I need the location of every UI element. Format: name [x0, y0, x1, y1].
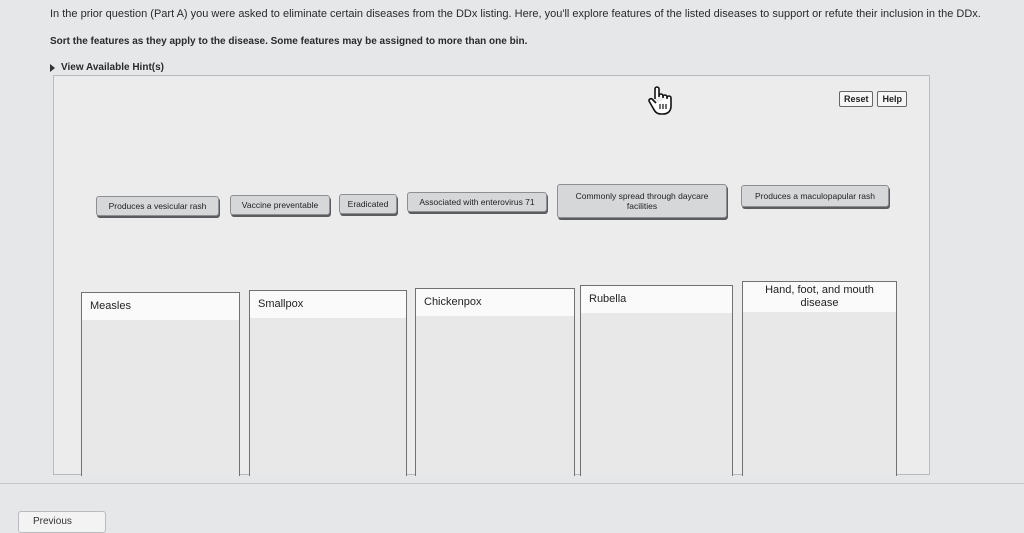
reset-button[interactable]: Reset [839, 91, 874, 107]
triangle-right-icon [50, 64, 55, 72]
bin-title: Hand, foot, and mouth disease [765, 283, 874, 309]
bin-smallpox[interactable] [249, 290, 407, 476]
sorting-panel [53, 75, 930, 475]
feature-chip-eradicated[interactable]: Eradicated [339, 194, 397, 214]
bin-rubella[interactable] [580, 285, 733, 476]
help-button[interactable]: Help [877, 91, 907, 107]
bin-title: Rubella [589, 292, 627, 305]
bin-hand-foot-mouth[interactable] [742, 281, 897, 476]
bin-drop-area[interactable] [250, 318, 406, 476]
footer-divider [0, 483, 1024, 484]
bin-drop-area[interactable] [743, 312, 896, 476]
view-hints-label: View Available Hint(s) [61, 62, 164, 73]
bin-drop-area[interactable] [416, 316, 574, 476]
hand-cursor-icon [646, 84, 674, 116]
bin-chickenpox[interactable] [415, 288, 575, 476]
bin-title: Smallpox [258, 297, 304, 310]
view-hints-link[interactable] [50, 62, 164, 73]
bin-title: Measles [90, 299, 131, 312]
bin-drop-area[interactable] [82, 320, 239, 476]
previous-button[interactable]: Previous [18, 511, 106, 533]
feature-chip-maculopapular-rash[interactable]: Produces a maculopapular rash [741, 185, 889, 207]
bin-measles[interactable] [81, 292, 240, 476]
feature-chip-enterovirus-71[interactable]: Associated with enterovirus 71 [407, 192, 547, 212]
feature-chip-daycare-spread[interactable]: Commonly spread through daycare facilities [557, 184, 727, 218]
instructions-text: Sort the features as they apply to the disease. Some features may be assigned to more than one bin. [50, 36, 528, 47]
feature-chip-vaccine-preventable[interactable]: Vaccine preventable [230, 195, 330, 215]
bin-title: Chickenpox [424, 295, 482, 308]
feature-chip-vesicular-rash[interactable]: Produces a vesicular rash [96, 196, 219, 216]
question-text: In the prior question (Part A) you were asked to eliminate certain diseases from the DDx listing. Here, you'll explore features of the listed diseases to support or refute their inclusion in the DDx. [50, 8, 981, 20]
bin-drop-area[interactable] [581, 313, 732, 476]
